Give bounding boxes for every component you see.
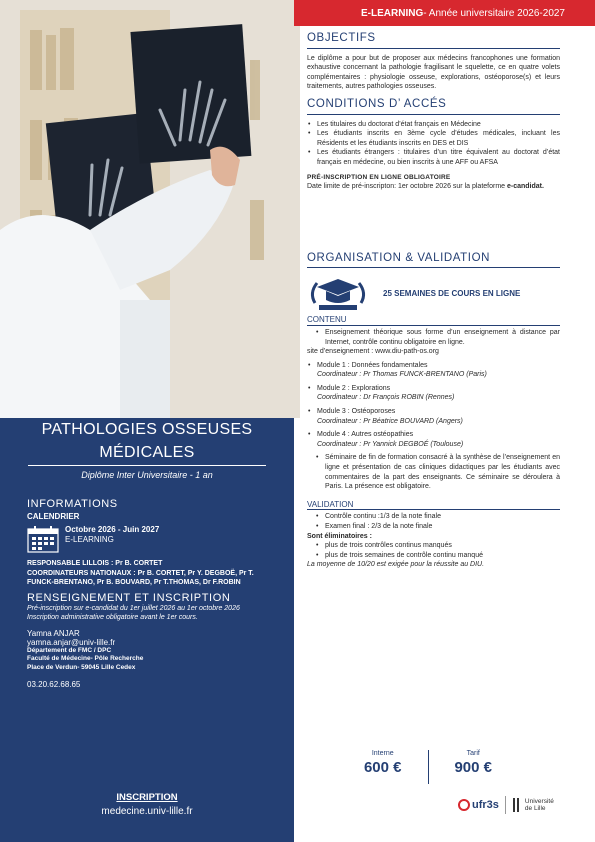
eliminatoire-item: • plus de trois contrôles continus manqués bbox=[325, 541, 560, 551]
moyenne-note: La moyenne de 10/20 est exigée pour la réussite au DIU. bbox=[307, 561, 485, 569]
contact-name: Yamna ANJAR bbox=[27, 628, 80, 638]
module-title: • Module 3 : Ostéoporoses bbox=[317, 408, 396, 416]
validation-item: • Examen final : 2/3 de la note finale bbox=[325, 522, 560, 532]
preinscription-text: Date limite de pré-inscripton: 1er octobre 2026 sur la plateforme bbox=[307, 183, 507, 191]
module-title: • Module 4 : Autres ostéopathies bbox=[317, 431, 414, 439]
calendar-heading: CALENDRIER bbox=[27, 512, 80, 521]
univ-lille-icon bbox=[512, 797, 522, 813]
conditions-heading: CONDITIONS D’ ACCÉS bbox=[307, 97, 447, 110]
graduation-cap-icon bbox=[307, 273, 369, 313]
univ-lille-logo bbox=[512, 797, 554, 813]
diploma-type: Diplôme Inter Universitaire - 1 an bbox=[81, 470, 213, 480]
logos bbox=[458, 796, 554, 814]
objectifs-text: Le diplôme a pour but de proposer aux médecins francophones une formation exhaustive concernant la pathologie fragilisant le squelette, ce en quatre volets complémentaires : physiologie osseuse, explorations, ostéoporose(s) et leurs traitements, autres pathologies osseuses. bbox=[307, 54, 560, 91]
ufr3s-logo bbox=[458, 798, 499, 812]
organisation-rule bbox=[307, 267, 560, 268]
header-year: - Année universitaire 2026-2027 bbox=[423, 7, 565, 19]
univ-line2: de Lille bbox=[524, 805, 546, 812]
module-title: • Module 2 : Explorations bbox=[317, 384, 391, 392]
interne-label: Interne bbox=[371, 750, 394, 757]
calendar-mode: E-LEARNING bbox=[65, 535, 114, 544]
left-info-panel bbox=[0, 418, 294, 842]
website-link[interactable]: medecine.univ-lille.fr bbox=[101, 806, 193, 817]
module-coordinator: Coordinateur : Dr François ROBIN (Rennes) bbox=[317, 394, 455, 402]
module-item bbox=[317, 384, 560, 403]
conditions-rule bbox=[307, 114, 560, 115]
preinscription-dates: Pré-inscription sur e-candidat du 1er juillet 2026 au 1er octobre 2026 bbox=[27, 604, 240, 612]
cover-photo bbox=[0, 0, 300, 418]
conditions-item: • Les étudiants étrangers : titulaires d’un titre équivalent au doctorat d’état français en médecine, ou bien inscrits à une AFF ou AFSA bbox=[317, 148, 560, 167]
faculty: Faculté de Médecine- Pôle Recherche bbox=[27, 655, 144, 662]
admin-inscription-note: Inscription administrative obligatoire avant le 1er cours. bbox=[27, 614, 198, 621]
conditions-item: • Les titulaires du doctorat d’état français en Médecine bbox=[317, 120, 560, 130]
module-coordinator: Coordinateur : Pr Thomas FUNCK-BRENTANO (Paris) bbox=[317, 371, 487, 379]
ufr3s-icon bbox=[458, 798, 470, 812]
validation-rule bbox=[307, 509, 560, 510]
program-title-line2: MÉDICALES bbox=[99, 444, 195, 461]
renseignement-heading: RENSEIGNEMENT ET INSCRIPTION bbox=[27, 591, 231, 604]
contenu-heading: CONTENU bbox=[307, 315, 347, 325]
module-item bbox=[317, 407, 560, 426]
module-item bbox=[317, 361, 560, 380]
ecandidat-platform[interactable]: e-candidat. bbox=[507, 183, 544, 191]
eliminatoires-list bbox=[307, 541, 560, 560]
conditions-list bbox=[307, 120, 560, 168]
organisation-heading: ORGANISATION & VALIDATION bbox=[307, 251, 491, 264]
coordinateurs: COORDINATEURS NATIONAUX : Pr B. CORTET, Pr Y. DEGBOË, Pr T. FUNCK-BRENTANO, Pr B. BOUVARD, Pr T.THOMAS, Dr F.ROBIN bbox=[27, 569, 254, 586]
module-coordinator: Coordinateur : Pr Yannick DEGBOÉ (Toulouse) bbox=[317, 440, 464, 448]
contenu-list bbox=[307, 328, 560, 347]
site-link[interactable]: www.diu-path-os.org bbox=[375, 348, 439, 356]
phone: 03.20.62.68.65 bbox=[27, 680, 81, 689]
price-box bbox=[338, 750, 518, 784]
validation-heading: VALIDATION bbox=[307, 499, 354, 509]
module-item bbox=[317, 430, 560, 449]
title-divider bbox=[28, 465, 266, 466]
responsable: RESPONSABLE LILLOIS : Pr B. CORTET bbox=[27, 560, 163, 567]
calendar-icon bbox=[27, 525, 59, 553]
objectifs-heading: OBJECTIFS bbox=[307, 32, 376, 44]
interne-price: 600 € bbox=[363, 759, 402, 776]
module-title: • Module 1 : Données fondamentales bbox=[317, 361, 428, 369]
module-coordinator: Coordinateur : Pr Béatrice BOUVARD (Angers) bbox=[317, 417, 463, 425]
eliminatoire-item: • plus de trois semaines de contrôle continu manqué bbox=[325, 551, 560, 561]
validation-item: • Contrôle continu :1/3 de la note finale bbox=[325, 512, 560, 522]
department: Département de FMC / DPC bbox=[27, 646, 112, 654]
program-title-line1: PATHOLOGIES OSSEUSES bbox=[41, 421, 253, 438]
doctor-xray-illustration bbox=[0, 0, 300, 418]
tarif-label: Tarif bbox=[466, 750, 480, 757]
inscription-heading: INSCRIPTION bbox=[116, 792, 178, 803]
header-brand: E-LEARNING bbox=[361, 7, 424, 19]
seminaire-list bbox=[307, 453, 560, 491]
contact-email[interactable]: yamna.anjar@univ-lille.fr bbox=[27, 637, 116, 647]
weeks-count: 25 SEMAINES DE COURS EN LIGNE bbox=[383, 288, 521, 298]
conditions-item: • Les étudiants inscrits en 3ème cycle d’études médicales, incluant les Résidents et les étudiants inscrits en DES et DIS bbox=[317, 129, 560, 148]
ufr3s-text: ufr3s bbox=[472, 799, 499, 811]
modules-list bbox=[307, 361, 560, 450]
univ-line1: Université bbox=[524, 797, 554, 805]
seminaire-item: • Séminaire de fin de formation consacré à la synthèse de l’enseignement en ligne et présentation de cas cliniques didactiques par les étudiants avec commentaires de la part des enseignants. Ce séminaire se déroulera à Paris. La présence est obligatoire. bbox=[325, 453, 560, 491]
address: Place de Verdun- 59045 Lille Cedex bbox=[27, 663, 136, 671]
tarif-price: 900 € bbox=[454, 759, 493, 776]
informations-heading: INFORMATIONS bbox=[27, 498, 118, 510]
calendar-dates: Octobre 2026 - Juin 2027 bbox=[65, 525, 160, 534]
validation-list bbox=[307, 512, 560, 531]
eliminatoires-label: Sont éliminatoires : bbox=[307, 532, 372, 540]
preinscription-label: PRÉ-INSCRIPTION EN LIGNE OBLIGATOIRE bbox=[307, 173, 451, 181]
objectifs-rule bbox=[307, 48, 560, 49]
header-bar bbox=[294, 0, 595, 26]
contenu-rule bbox=[307, 325, 560, 326]
site-label: site d’enseignement : bbox=[307, 348, 376, 356]
contenu-item: • Enseignement théorique sous forme d’un enseignement à distance par Internet, contrôle continu obligatoire en ligne. bbox=[325, 328, 560, 347]
right-column bbox=[307, 34, 560, 570]
